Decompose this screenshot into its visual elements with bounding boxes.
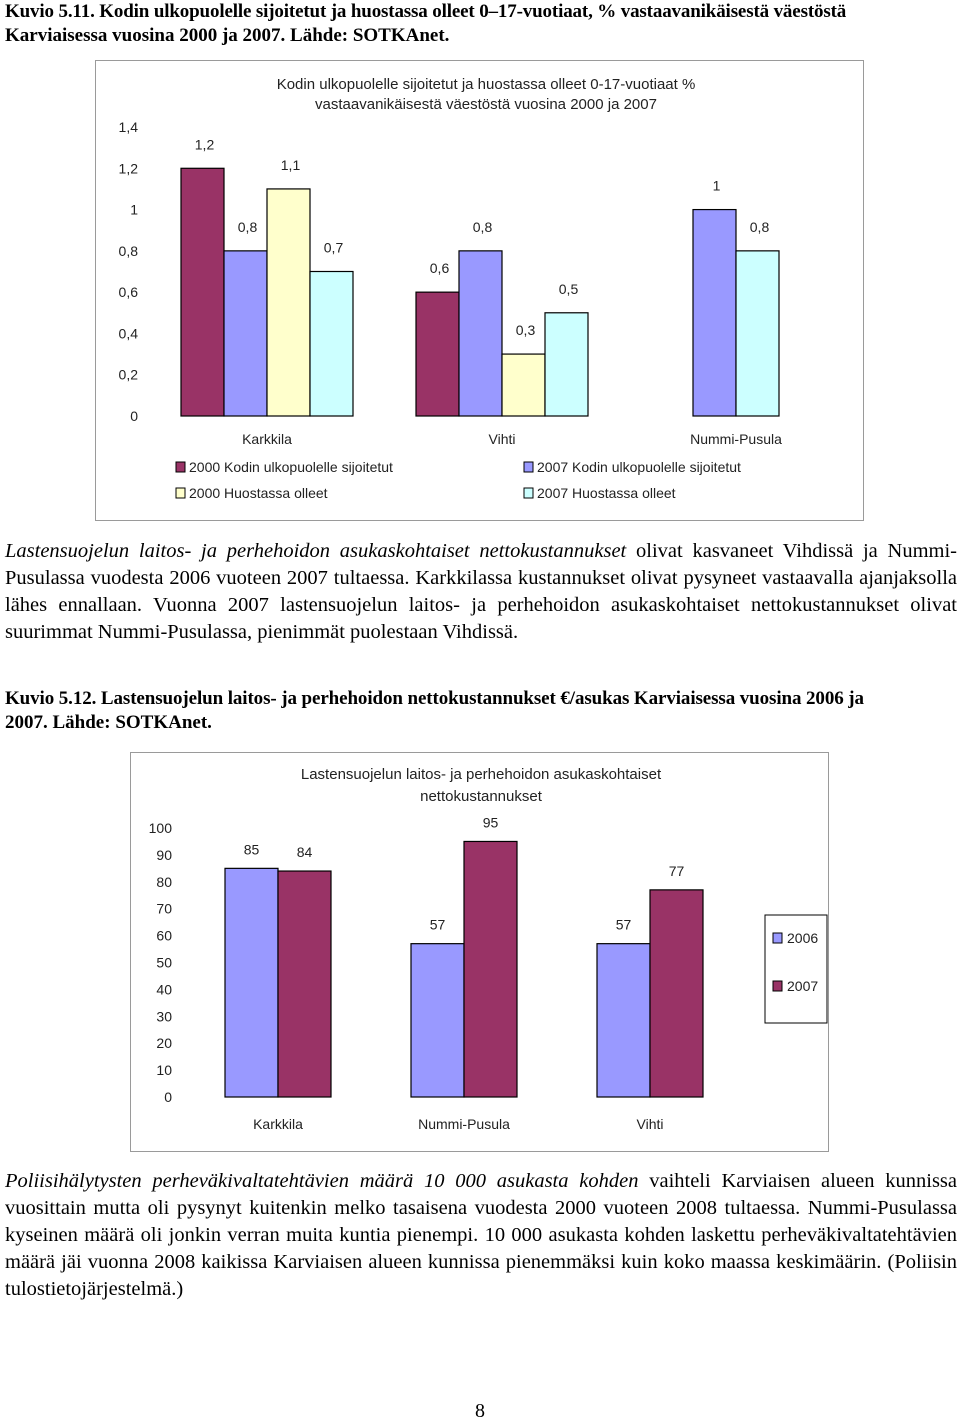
bar <box>416 292 459 416</box>
chart-2 <box>131 753 828 1151</box>
y-tick-label: 90 <box>156 846 172 863</box>
chart-1 <box>96 61 863 520</box>
y-tick-label: 70 <box>156 900 172 917</box>
data-label: 95 <box>482 814 499 831</box>
paragraph-text: olivat kasvaneet Vihdissä ja Nummi-Pusulassa vuodesta 2006 vuoteen 2007 tultaessa. Karkkilassa kustannukset olivat pysyneet vastaavalla ajanjaksolla lähes ennallaan. Vuonna 2007 lastensuojelun laitos- ja perhehoidon asukaskohtaiset nettokustannukset olivat suurimmat Nummi-Pusulassa, pienimmät puolestaan Vihdissä. <box>5 540 957 643</box>
paragraph-emphasis: Poliisihälytysten perheväkivaltatehtävien määrä 10 000 asukasta kohden <box>5 1170 639 1192</box>
bar <box>267 189 310 416</box>
y-tick-label: 30 <box>156 1008 172 1025</box>
chart-title: nettokustannukset <box>420 788 542 805</box>
bar <box>310 272 353 417</box>
y-tick-label: 20 <box>156 1035 172 1052</box>
legend-label: 2006 <box>787 930 819 946</box>
legend-swatch <box>773 933 782 943</box>
legend-swatch <box>524 488 533 498</box>
paragraph-costs <box>5 538 957 646</box>
bar <box>597 944 650 1097</box>
legend-swatch <box>176 488 185 498</box>
data-label: 0,5 <box>558 280 579 297</box>
caption-line: Kuvio 5.11. Kodin ulkopuolelle sijoitetut ja huostassa olleet 0–17-vuotiaat, % vastaavanikäisestä väestöstä <box>5 1 847 22</box>
y-tick-label: 80 <box>156 873 172 890</box>
data-label: 1,2 <box>194 136 215 153</box>
legend-label: 2007 Huostassa olleet <box>537 485 676 501</box>
bar <box>181 168 224 416</box>
x-tick-label: Nummi-Pusula <box>690 431 782 447</box>
bar <box>278 871 331 1097</box>
paragraph-text: vaihteli Karviaisen alueen kunnissa vuosittain mutta oli pysynyt kuitenkin melko tasaisena vuodesta 2000 vuoteen 2008 tultaessa. Nummi-Pusulassa kyseinen määrä oli jonkin verran muita kuntia pienempi. 10 000 asukasta kohden laskettu perheväkivaltatehtävien määrä jäi vuonna 2008 kaikissa Karviaisen alueen kunnissa pienemmäksi kuin koko maassa keskimäärin. (Poliisin tulostietojärjestelmä.) <box>5 1170 957 1300</box>
y-tick-label: 0,2 <box>118 366 138 383</box>
legend-label: 2007 <box>787 978 819 994</box>
legend-label: 2000 Huostassa olleet <box>189 485 328 501</box>
bar <box>411 944 464 1097</box>
y-tick-label: 0,6 <box>118 284 138 301</box>
bar <box>459 251 502 416</box>
legend-label: 2000 Kodin ulkopuolelle sijoitetut <box>189 459 393 475</box>
data-label: 57 <box>429 916 446 933</box>
y-tick-label: 0,8 <box>118 242 138 259</box>
paragraph-violence <box>5 1168 957 1303</box>
bar <box>650 890 703 1097</box>
legend-swatch <box>773 981 782 991</box>
data-label: 85 <box>243 841 260 858</box>
chart-2-frame <box>130 752 829 1152</box>
data-label: 0,6 <box>429 260 450 277</box>
y-tick-label: 1 <box>130 201 138 218</box>
paragraph-emphasis: Lastensuojelun laitos- ja perhehoidon asukaskohtaiset nettokustannukset <box>5 540 627 562</box>
y-tick-label: 1,2 <box>118 160 138 177</box>
legend-label: 2007 Kodin ulkopuolelle sijoitetut <box>537 459 741 475</box>
caption-line: Kuvio 5.12. Lastensuojelun laitos- ja perhehoidon nettokustannukset €/asukas Karviaisessa vuosina 2006 ja <box>5 688 864 709</box>
chart-title: Kodin ulkopuolelle sijoitetut ja huostassa olleet 0-17-vuotiaat % <box>276 76 696 93</box>
bar <box>224 251 267 416</box>
data-label: 1 <box>712 177 721 194</box>
data-label: 0,7 <box>323 239 344 256</box>
y-tick-label: 1,4 <box>118 119 138 135</box>
bar <box>464 841 517 1097</box>
chart-title: vastaavanikäisestä väestöstä vuosina 2000 ja 2007 <box>315 96 657 113</box>
caption-line: 2007. Lähde: SOTKAnet. <box>5 712 212 733</box>
y-tick-label: 0 <box>164 1089 172 1105</box>
x-tick-label: Karkkila <box>242 431 292 447</box>
page-number: 8 <box>475 1400 485 1422</box>
figure-caption-5-12 <box>5 687 957 735</box>
data-label: 0,8 <box>237 218 258 235</box>
legend-swatch <box>524 462 533 472</box>
data-label: 0,3 <box>515 322 536 339</box>
y-tick-label: 100 <box>148 820 172 836</box>
x-tick-label: Vihti <box>488 431 516 447</box>
y-tick-label: 0 <box>130 408 138 424</box>
bar <box>736 251 779 416</box>
bar <box>545 313 588 416</box>
y-tick-label: 50 <box>156 954 172 971</box>
data-label: 0,8 <box>749 218 770 235</box>
bar <box>225 868 278 1097</box>
caption-line: Karviaisessa vuosina 2000 ja 2007. Lähde: SOTKAnet. <box>5 25 450 46</box>
y-tick-label: 60 <box>156 927 172 944</box>
y-tick-label: 10 <box>156 1062 172 1079</box>
bar <box>502 354 545 416</box>
y-tick-label: 0,4 <box>118 325 138 342</box>
chart-title: Lastensuojelun laitos- ja perhehoidon asukaskohtaiset <box>300 766 662 783</box>
x-tick-label: Karkkila <box>253 1116 303 1132</box>
legend-swatch <box>176 462 185 472</box>
figure-caption-5-11 <box>5 0 957 48</box>
data-label: 57 <box>615 916 632 933</box>
chart-1-frame <box>95 60 864 521</box>
bar <box>693 210 736 416</box>
data-label: 1,1 <box>280 156 301 173</box>
data-label: 0,8 <box>472 218 493 235</box>
data-label: 84 <box>296 844 313 861</box>
data-label: 77 <box>668 862 685 879</box>
y-tick-label: 40 <box>156 981 172 998</box>
x-tick-label: Nummi-Pusula <box>418 1116 510 1132</box>
x-tick-label: Vihti <box>636 1116 664 1132</box>
